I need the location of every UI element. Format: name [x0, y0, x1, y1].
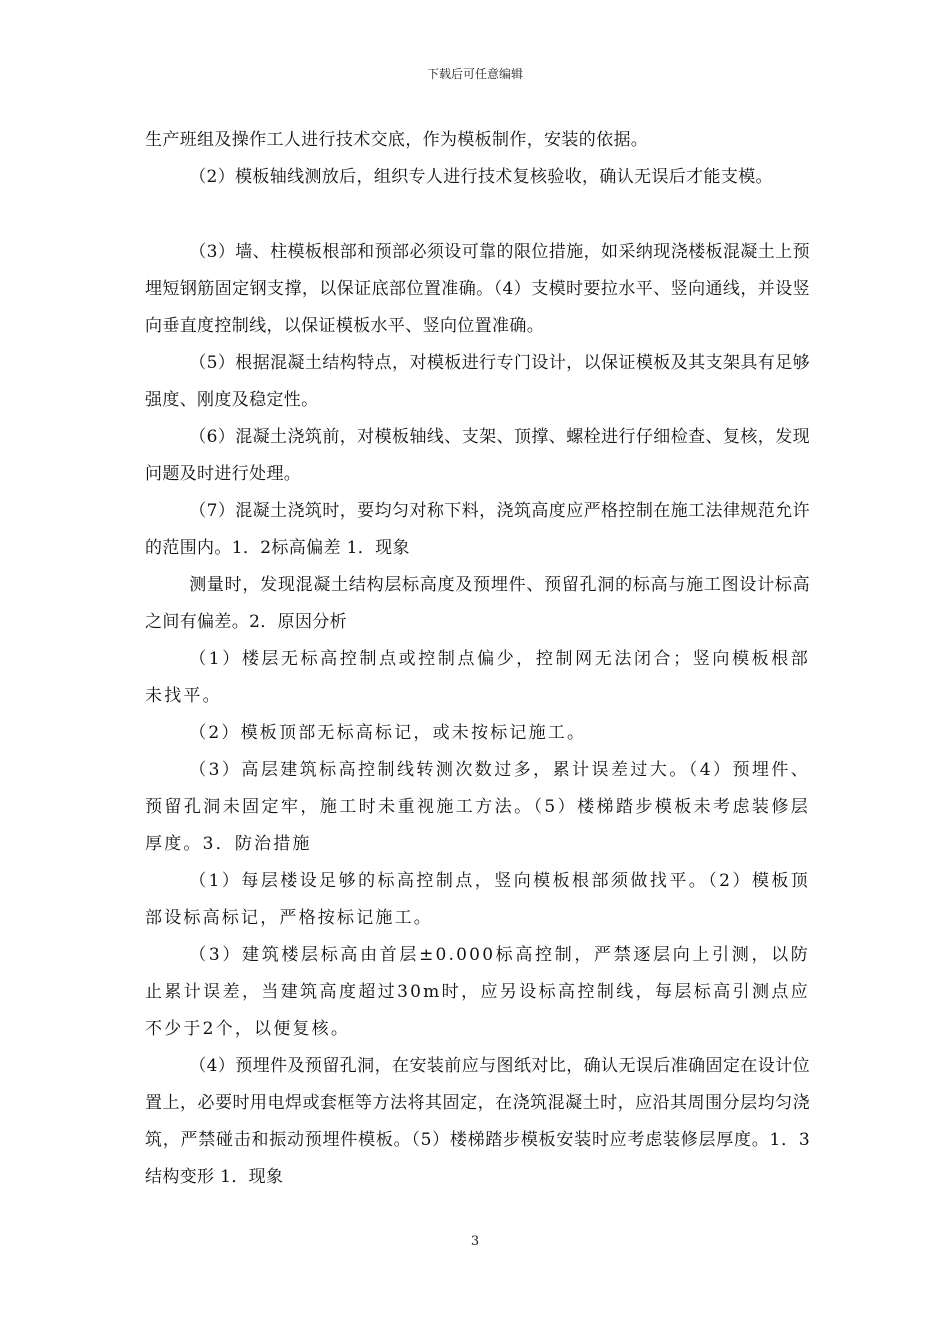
- paragraph-6: （7）混凝土浇筑时，要均匀对称下料，浇筑高度应严格控制在施工法律规范允许的范围内。1．2标高偏差 1．现象: [145, 501, 810, 558]
- paragraph-12: （3）建筑楼层标高由首层±0.000标高控制，严禁逐层向上引测，以防止累计误差，当建筑高度超过30m时，应另设标高控制线，每层标高引测点应不少于2个，以便复核。: [145, 945, 810, 1039]
- page-header-note: 下载后可任意编辑: [426, 67, 523, 81]
- paragraph-10: （3）高层建筑标高控制线转测次数过多，累计误差过大。（4）预埋件、预留孔洞未固定牢，施工时未重视施工方法。（5）楼梯踏步模板未考虑装修层厚度。3．防治措施: [145, 760, 810, 854]
- paragraph-7: 测量时，发现混凝土结构层标高度及预埋件、预留孔洞的标高与施工图设计标高之间有偏差。2．原因分析: [145, 575, 810, 632]
- page-number: 3: [470, 1234, 480, 1249]
- paragraph-3: （3）墙、柱模板根部和预部必须设可靠的限位措施，如采纳现浇楼板混凝土上预埋短钢筋固定钢支撑，以保证底部位置准确。（4）支模时要拉水平、竖向通线，并设竖向垂直度控制线，以保证模板水平、竖向位置准确。: [145, 242, 810, 336]
- paragraph-5: （6）混凝土浇筑前，对模板轴线、支架、顶撑、螺栓进行仔细检查、复核，发现问题及时进行处理。: [145, 427, 810, 484]
- paragraph-1: 生产班组及操作工人进行技术交底，作为模板制作，安装的依据。: [145, 130, 649, 150]
- document-body: [145, 122, 810, 1196]
- paragraph-4: （5）根据混凝土结构特点，对模板进行专门设计，以保证模板及其支架具有足够强度、刚度及稳定性。: [145, 353, 810, 410]
- paragraph-2: （2）模板轴线测放后，组织专人进行技术复核验收，确认无误后才能支模。: [189, 167, 773, 187]
- paragraph-13: （4）预埋件及预留孔洞，在安装前应与图纸对比，确认无误后准确固定在设计位置上，必要时用电焊或套框等方法将其固定，在浇筑混凝土时，应沿其周围分层均匀浇筑，严禁碰击和振动预埋件模板。（5）楼梯踏步模板安装时应考虑装修层厚度。1．3结构变形 1．现象: [145, 1056, 810, 1187]
- paragraph-9: （2）模板顶部无标高标记，或未按标记施工。: [189, 723, 587, 743]
- paragraph-11: （1）每层楼设足够的标高控制点，竖向模板根部须做找平。（2）模板顶部设标高标记，严格按标记施工。: [145, 871, 810, 928]
- paragraph-8: （1）楼层无标高控制点或控制点偏少，控制网无法闭合；竖向模板根部未找平。: [145, 649, 810, 706]
